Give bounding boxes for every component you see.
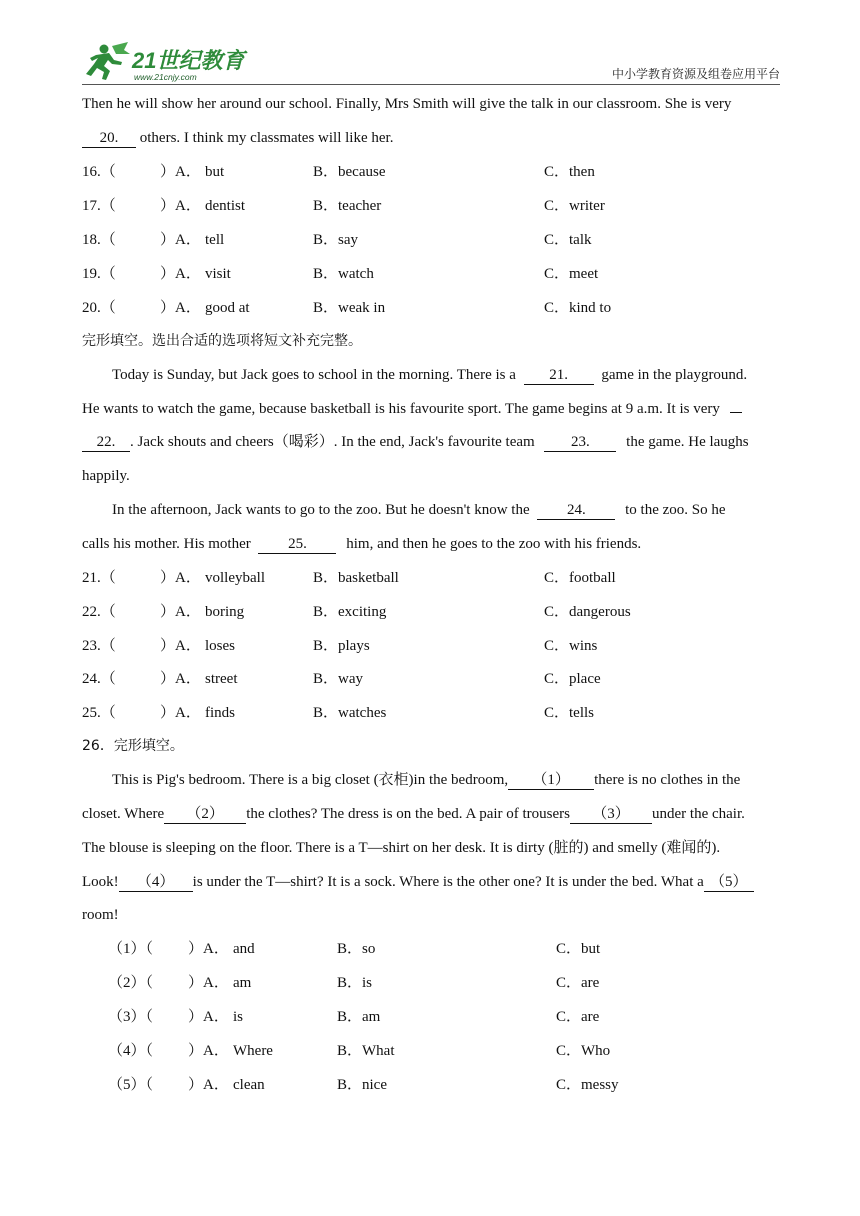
option-a-prefix: ）A．	[160, 300, 201, 316]
option-a[interactable]: boring	[205, 604, 245, 620]
option-a[interactable]: is	[233, 1009, 244, 1025]
option-c[interactable]: C．but	[556, 941, 601, 957]
option-c[interactable]: C．place	[544, 671, 601, 687]
option-a[interactable]: tell	[205, 232, 225, 248]
option-a[interactable]: am	[233, 975, 252, 991]
option-c[interactable]: C．wins	[544, 638, 598, 654]
blank-23: 23.	[544, 434, 616, 452]
option-b[interactable]: B．am	[337, 1009, 381, 1025]
option-c[interactable]: C．meet	[544, 266, 599, 282]
question-number: 19.（	[82, 266, 116, 282]
option-c[interactable]: C．dangerous	[544, 604, 631, 620]
option-a[interactable]: and	[233, 941, 255, 957]
question-number: （2）（	[108, 975, 154, 991]
option-b[interactable]: B．is	[337, 975, 373, 991]
blank-1: （1）	[508, 772, 594, 790]
passage1-text-2: others. I think my classmates will like her.	[136, 130, 394, 146]
question-number: （3）（	[108, 1009, 154, 1025]
passage-text: him, and then he goes to the zoo with his friends.	[346, 536, 642, 552]
option-b[interactable]: B．watches	[313, 705, 387, 721]
section2-p1-line4: happily.	[82, 468, 130, 484]
question-number: 23.（	[82, 638, 116, 654]
21cnjy-logo	[82, 40, 252, 84]
page-header	[82, 40, 780, 86]
blank-3: （3）	[570, 806, 652, 824]
option-a-prefix: ）A．	[188, 1077, 229, 1093]
option-b[interactable]: B．because	[313, 164, 386, 180]
blank-22-start	[730, 412, 742, 413]
passage-text: closet. Where	[82, 806, 165, 822]
option-a[interactable]: good at	[205, 300, 250, 316]
option-c[interactable]: C．Who	[556, 1043, 611, 1059]
option-a-prefix: ）A．	[160, 198, 201, 214]
option-b[interactable]: B．way	[313, 671, 363, 687]
passage1-text: Then he will show her around our school. Finally, Mrs Smith will give the talk in our classroom. She is very	[82, 96, 732, 112]
option-a-prefix: ）A．	[160, 232, 201, 248]
question-number: （4）（	[108, 1043, 154, 1059]
option-a-prefix: ）A．	[160, 604, 201, 620]
section3-title: 26．完形填空。	[82, 738, 184, 754]
option-a-prefix: ）A．	[188, 941, 229, 957]
question-number: 18.（	[82, 232, 116, 248]
blank-24: 24.	[537, 502, 615, 520]
passage-text: In the afternoon, Jack wants to go to the zoo. But he doesn't know the	[112, 502, 530, 518]
option-a-prefix: ）A．	[160, 164, 201, 180]
blank-2: （2）	[164, 806, 246, 824]
logo-text: 21世纪教育	[132, 48, 245, 73]
option-b[interactable]: B．say	[313, 232, 359, 248]
passage-text: game in the playground.	[601, 367, 748, 383]
option-a[interactable]: but	[205, 164, 225, 180]
option-b[interactable]: B．What	[337, 1043, 395, 1059]
option-a-prefix: ）A．	[188, 975, 229, 991]
option-a[interactable]: dentist	[205, 198, 245, 214]
option-c[interactable]: C．are	[556, 1009, 600, 1025]
option-a-prefix: ）A．	[160, 266, 201, 282]
option-a-prefix: ）A．	[188, 1009, 229, 1025]
option-b[interactable]: B．exciting	[313, 604, 387, 620]
passage-text: the game. He laughs	[626, 434, 749, 450]
option-a[interactable]: visit	[205, 266, 231, 282]
option-a-prefix: ）A．	[188, 1043, 229, 1059]
option-c[interactable]: C．messy	[556, 1077, 619, 1093]
blank-20: 20.	[82, 130, 136, 148]
option-a[interactable]: Where	[233, 1043, 273, 1059]
blank-25: 25.	[258, 536, 336, 554]
question-number: 16.（	[82, 164, 116, 180]
option-b[interactable]: B．nice	[337, 1077, 387, 1093]
option-a[interactable]: loses	[205, 638, 235, 654]
logo-url: www.21cnjy.com	[134, 72, 197, 82]
section2-p1-line2	[82, 399, 742, 419]
passage-text: Today is Sunday, but Jack goes to school in the morning. There is a	[112, 367, 516, 383]
header-divider	[82, 84, 780, 85]
question-number: 20.（	[82, 300, 116, 316]
question-number: （5）（	[108, 1077, 154, 1093]
section2-p1-line1	[112, 365, 747, 385]
passage-text: He wants to watch the game, because basketball is his favourite sport. The game begins at 9 a.m. It is very	[82, 401, 720, 417]
option-c[interactable]: C．then	[544, 164, 595, 180]
passage-text: This is Pig's bedroom. There is a big closet (衣柜)in the bedroom,	[112, 772, 509, 788]
option-a-prefix: ）A．	[160, 671, 201, 687]
option-b[interactable]: B．so	[337, 941, 376, 957]
section2-instruction: 完形填空。选出合适的选项将短文补充完整。	[82, 333, 362, 349]
blank-22: 22.	[82, 434, 130, 452]
passage-text: calls his mother. His mother	[82, 536, 251, 552]
option-c[interactable]: C．kind to	[544, 300, 612, 316]
passage1-line2	[82, 128, 393, 148]
option-b[interactable]: B．weak in	[313, 300, 386, 316]
section3-line1	[112, 770, 740, 790]
question-number: 17.（	[82, 198, 116, 214]
platform-name: 中小学教育资源及组卷应用平台	[611, 67, 780, 81]
question-number: （1）（	[108, 941, 154, 957]
section2-p2-line1	[112, 500, 726, 520]
option-c[interactable]: C．are	[556, 975, 600, 991]
section2-p2-line2	[82, 534, 641, 554]
option-a-prefix: ）A．	[160, 638, 201, 654]
option-a[interactable]: volleyball	[205, 570, 265, 586]
section3-line3: The blouse is sleeping on the floor. There is a T—shirt on her desk. It is dirty (脏的) and smelly (难闻的).	[82, 840, 721, 856]
passage-text: to the zoo. So he	[625, 502, 726, 518]
blank-21: 21.	[524, 367, 594, 385]
option-a[interactable]: finds	[205, 705, 235, 721]
passage-text: the clothes? The dress is on the bed. A pair of trousers	[246, 806, 571, 822]
passage-text: Look!	[82, 874, 119, 890]
passage-text: under the chair.	[652, 806, 745, 822]
section3-line5: room!	[82, 907, 119, 923]
passage-text: there is no clothes in the	[594, 772, 741, 788]
option-c[interactable]: C．writer	[544, 198, 605, 214]
question-number: 25.（	[82, 705, 116, 721]
option-a[interactable]: street	[205, 671, 238, 687]
option-a-prefix: ）A．	[160, 570, 201, 586]
blank-4: （4）	[119, 874, 193, 892]
question-number: 24.（	[82, 671, 116, 687]
option-c[interactable]: C．football	[544, 570, 616, 586]
section3-line4	[82, 872, 754, 892]
passage1-line1	[82, 94, 731, 114]
option-c[interactable]: C．talk	[544, 232, 592, 248]
option-c[interactable]: C．tells	[544, 705, 595, 721]
question-number: 21.（	[82, 570, 116, 586]
option-a[interactable]: clean	[233, 1077, 265, 1093]
option-a-prefix: ）A．	[160, 705, 201, 721]
passage-text: . Jack shouts and cheers（喝彩）. In the end, Jack's favourite team	[130, 434, 535, 450]
blank-5: （5）	[704, 874, 754, 892]
option-b[interactable]: B．basketball	[313, 570, 399, 586]
option-b[interactable]: B．plays	[313, 638, 370, 654]
option-b[interactable]: B．watch	[313, 266, 374, 282]
section2-p1-line3	[82, 432, 749, 452]
passage-text: is under the T—shirt? It is a sock. Where is the other one? It is under the bed. What a	[192, 874, 704, 890]
question-number: 22.（	[82, 604, 116, 620]
section3-line2	[82, 804, 745, 824]
option-b[interactable]: B．teacher	[313, 198, 382, 214]
